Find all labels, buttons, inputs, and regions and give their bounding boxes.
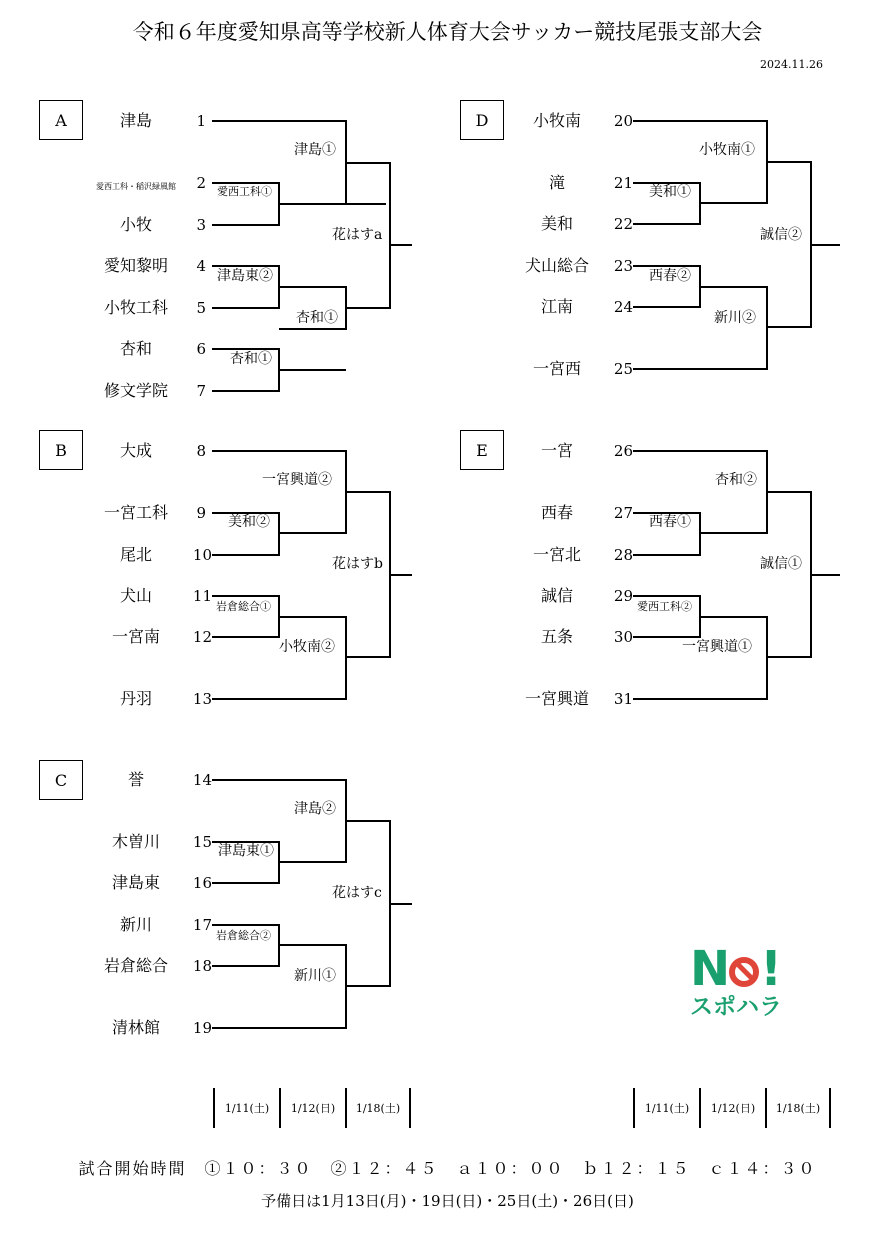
ban-icon	[729, 957, 759, 987]
team-name: 滝	[548, 173, 565, 192]
team-number: 5	[196, 299, 206, 317]
block-label-e: E	[460, 430, 504, 470]
team-name: 新川	[119, 915, 152, 934]
block-label-b: B	[39, 430, 83, 470]
team-name: 犬山	[119, 586, 152, 605]
team-name: 清林館	[111, 1018, 160, 1037]
match-winner: 新川②	[714, 310, 756, 326]
team-number: 16	[192, 874, 212, 892]
match-winner: 一宮興道①	[682, 639, 752, 655]
team-name: 犬山総合	[524, 256, 589, 275]
match-winner: 津島東①	[218, 843, 274, 859]
team-name: 江南	[540, 297, 573, 316]
team-number: 31	[613, 690, 633, 708]
team-name: 誠信	[540, 586, 573, 605]
team-number: 25	[613, 360, 633, 378]
match-winner: 小牧南①	[699, 142, 755, 158]
team-number: 20	[613, 112, 633, 130]
match-winner: 杏和①	[230, 351, 272, 367]
team-name: 丹羽	[119, 689, 152, 708]
team-number: 27	[613, 504, 633, 522]
team-name: 岩倉総合	[103, 956, 168, 975]
team-number: 11	[192, 587, 212, 605]
match-winner: 小牧南②	[279, 639, 335, 655]
no-spohara-logo	[690, 941, 805, 1021]
team-name: 愛知黎明	[103, 256, 168, 275]
match-winner: 杏和②	[715, 472, 757, 488]
team-number: 14	[192, 771, 212, 789]
team-name: 小牧工科	[103, 298, 168, 317]
team-number: 17	[192, 916, 212, 934]
team-number: 4	[196, 257, 206, 275]
team-number: 13	[192, 690, 212, 708]
logo-exclamation: !	[760, 941, 781, 997]
reserve-days-note: 予備日は1月13日(月)・19日(日)・25日(土)・26日(日)	[261, 1192, 634, 1210]
team-name: 津島	[119, 111, 152, 130]
match-venue: 誠信①	[760, 556, 802, 572]
team-number: 8	[196, 442, 206, 460]
schedule-date: 1/11(土)	[633, 1088, 699, 1128]
team-name: 尾北	[119, 545, 152, 564]
team-number: 6	[196, 340, 206, 358]
match-winner: 津島②	[294, 801, 336, 817]
match-venue: 花はすa	[332, 227, 383, 243]
team-number: 29	[613, 587, 633, 605]
match-winner: 美和①	[649, 184, 691, 200]
block-label-d: D	[460, 100, 504, 140]
page-title: 令和６年度愛知県高等学校新人体育大会サッカー競技尾張支部大会	[132, 20, 763, 44]
team-number: 19	[192, 1019, 212, 1037]
match-winner: 岩倉総合①	[216, 600, 271, 613]
team-name: 一宮南	[111, 627, 160, 646]
match-winner: 津島①	[294, 142, 336, 158]
team-name: 小牧	[119, 215, 152, 234]
match-winner: 美和②	[228, 514, 270, 530]
team-name: 愛西工科・稲沢緑風館	[96, 182, 176, 191]
match-winner: 一宮興道②	[262, 472, 332, 488]
kickoff-times: 試合開始時間 ①１０：３０ ②１２：４５ ａ１０：００ ｂ１２：１５ ｃ１４：３０	[78, 1159, 817, 1178]
match-winner: 杏和①	[296, 310, 338, 326]
team-number: 15	[192, 833, 212, 851]
team-name: 杏和	[119, 339, 152, 358]
schedule-date: 1/18(土)	[345, 1088, 411, 1128]
match-winner: 新川①	[294, 968, 336, 984]
schedule-date: 1/12(日)	[279, 1088, 345, 1128]
team-name: 修文学院	[103, 381, 168, 400]
team-number: 23	[613, 257, 633, 275]
date: 2024.11.26	[760, 58, 823, 71]
block-label-a: A	[39, 100, 83, 140]
team-number: 9	[196, 504, 206, 522]
match-winner: 津島東②	[217, 268, 273, 284]
team-name: 木曽川	[111, 832, 160, 851]
match-venue: 誠信②	[760, 227, 802, 243]
team-number: 12	[192, 628, 212, 646]
team-number: 18	[192, 957, 212, 975]
logo-text: スポハラ	[690, 994, 782, 1020]
logo-letter: N	[690, 941, 729, 997]
schedule-date: 1/12(日)	[699, 1088, 765, 1128]
schedule-date: 1/11(土)	[213, 1088, 279, 1128]
match-winner: 岩倉総合②	[216, 929, 271, 942]
block-label-c: C	[39, 760, 83, 800]
match-venue: 花はすb	[332, 556, 383, 572]
team-name: 美和	[540, 214, 573, 233]
team-name: 一宮	[540, 441, 573, 460]
team-name: 誉	[127, 770, 144, 789]
team-name: 津島東	[111, 873, 160, 892]
team-number: 22	[613, 215, 633, 233]
team-number: 7	[196, 382, 206, 400]
team-name: 一宮西	[532, 359, 581, 378]
team-number: 1	[196, 112, 206, 130]
team-number: 21	[613, 174, 633, 192]
match-winner: 西春②	[649, 268, 691, 284]
match-winner: 西春①	[649, 514, 691, 530]
team-number: 24	[613, 298, 633, 316]
team-number: 30	[613, 628, 633, 646]
team-name: 一宮工科	[103, 503, 168, 522]
match-venue: 花はすc	[332, 885, 382, 901]
team-name: 一宮北	[532, 545, 581, 564]
team-name: 大成	[119, 441, 152, 460]
team-number: 3	[196, 216, 206, 234]
match-winner: 愛西工科①	[217, 185, 272, 198]
team-number: 2	[196, 174, 206, 192]
team-name: 五条	[540, 627, 573, 646]
team-number: 10	[192, 546, 212, 564]
match-winner: 愛西工科②	[637, 600, 692, 613]
team-name: 一宮興道	[524, 689, 589, 708]
team-number: 26	[613, 442, 633, 460]
schedule-right	[633, 1088, 831, 1128]
schedule-left	[213, 1088, 411, 1128]
team-number: 28	[613, 546, 633, 564]
team-name: 小牧南	[532, 111, 581, 130]
team-name: 西春	[540, 503, 573, 522]
schedule-date: 1/18(土)	[765, 1088, 831, 1128]
